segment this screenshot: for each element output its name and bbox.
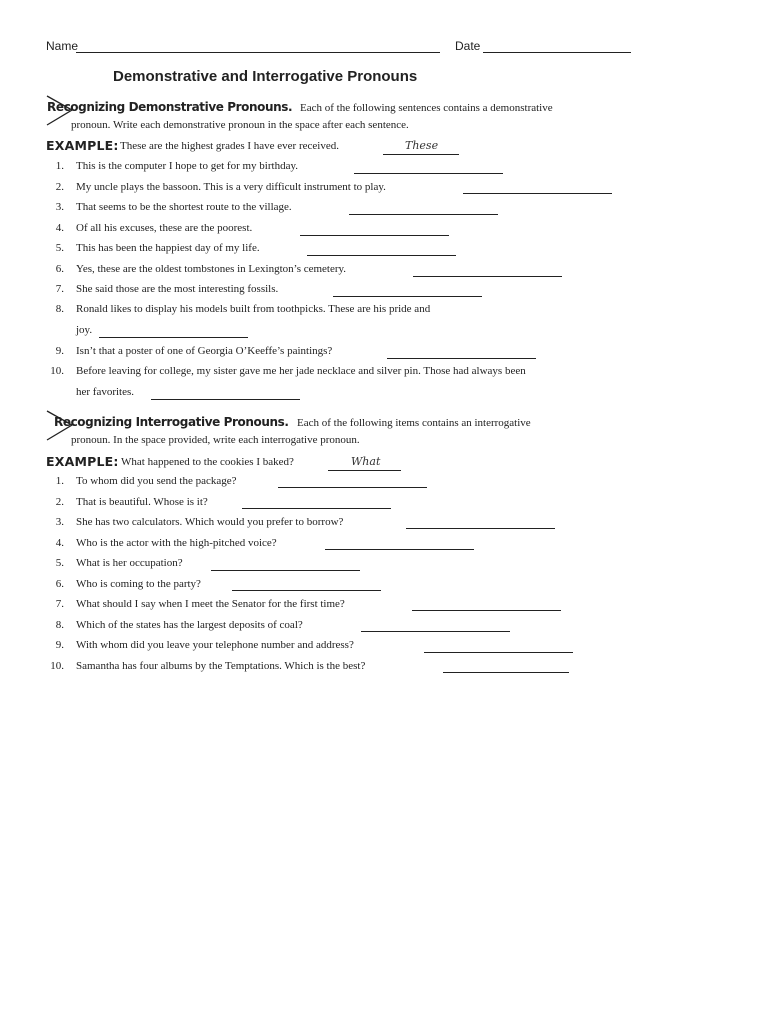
date-label: Date [455,39,481,53]
s2-item-4-text: Who is the actor with the high-pitched voice? [76,537,277,549]
section2-example-answer-line [328,470,401,471]
s2-item-5-number: 5. [55,557,64,569]
s1-item-6-number: 6. [55,263,64,275]
date-field[interactable] [483,52,631,53]
s1-item-2-text: My uncle plays the bassoon. This is a very difficult instrument to play. [76,181,386,193]
s1-item-3-number: 3. [55,201,64,213]
s1-item-9-text: Isn’t that a poster of one of Georgia O’Keeffe’s paintings? [76,345,333,357]
s2-item-8-answer-field[interactable] [361,631,510,632]
s1-item-5-answer-field[interactable] [307,255,456,256]
s2-item-4-answer-field[interactable] [325,549,474,550]
s1-item-4-number: 4. [55,222,64,234]
s2-item-1-number: 1. [55,475,64,487]
s1-item-5-text: This has been the happiest day of my life. [76,242,260,254]
s2-item-9-number: 9. [55,639,64,651]
section1-example-label: EXAMPLE: [46,138,119,153]
s2-item-10-number: 10. [50,660,64,672]
s1-item-6-answer-field[interactable] [413,276,562,277]
s2-item-3-number: 3. [55,516,64,528]
s1-item-4-answer-field[interactable] [300,235,449,236]
s1-item-1-text: This is the computer I hope to get for my birthday. [76,160,298,172]
s2-item-7-number: 7. [55,598,64,610]
section1-instruction-line2: pronoun. Write each demonstrative pronoun in the space after each sentence. [71,119,409,131]
s2-item-10-text: Samantha has four albums by the Temptations. Which is the best? [76,660,366,672]
section1-example-text: These are the highest grades I have ever received. [120,140,339,152]
s1-item-8-number: 8. [55,303,64,315]
s2-item-7-text: What should I say when I meet the Senator for the first time? [76,598,345,610]
s2-item-1-text: To whom did you send the package? [76,475,237,487]
section2-example-text: What happened to the cookies I baked? [121,456,294,468]
s1-item-2-answer-field[interactable] [463,193,612,194]
s2-item-6-text: Who is coming to the party? [76,578,201,590]
section2-example-label: EXAMPLE: [46,454,119,469]
s2-item-3-answer-field[interactable] [406,528,555,529]
s2-item-3-text: She has two calculators. Which would you prefer to borrow? [76,516,344,528]
s1-item-10-number: 10. [50,365,64,377]
s1-item-10-answer-field[interactable] [151,399,300,400]
s1-item-7-answer-field[interactable] [333,296,482,297]
s1-item-1-number: 1. [55,160,64,172]
s1-item-1-answer-field[interactable] [354,173,503,174]
s1-item-7-text: She said those are the most interesting fossils. [76,283,279,295]
name-field[interactable] [76,52,440,53]
s2-item-2-number: 2. [55,496,64,508]
s1-item-9-answer-field[interactable] [387,358,536,359]
s2-item-8-text: Which of the states has the largest deposits of coal? [76,619,303,631]
s1-item-7-number: 7. [55,283,64,295]
section1-heading: Recognizing Demonstrative Pronouns. [47,100,293,114]
s2-item-6-number: 6. [55,578,64,590]
s1-item-3-answer-field[interactable] [349,214,498,215]
name-label: Name [46,39,79,53]
s2-item-2-text: That is beautiful. Whose is it? [76,496,208,508]
s2-item-7-answer-field[interactable] [412,610,561,611]
s1-item-10-text-cont: her favorites. [76,386,135,398]
s1-item-6-text: Yes, these are the oldest tombstones in Lexington’s cemetery. [76,263,347,275]
s2-item-9-answer-field[interactable] [424,652,573,653]
s1-item-9-number: 9. [55,345,64,357]
section2-example-answer: What [351,455,381,468]
s2-item-1-answer-field[interactable] [278,487,427,488]
s1-item-3-text: That seems to be the shortest route to the village. [76,201,292,213]
s1-item-8-text: Ronald likes to display his models built from toothpicks. These are his pride and [76,303,431,315]
s2-item-8-number: 8. [55,619,64,631]
section1-example-answer-line [383,154,459,155]
s1-item-10-text: Before leaving for college, my sister gave me her jade necklace and silver pin. Those had always been [76,365,526,377]
section2-heading: Recognizing Interrogative Pronouns. [54,415,289,429]
section1-instruction-line1: Each of the following sentences contains a demonstrative [300,102,553,114]
s2-item-10-answer-field[interactable] [443,672,569,673]
s1-item-8-text-cont: joy. [76,324,93,336]
s2-item-4-number: 4. [55,537,64,549]
s1-item-2-number: 2. [55,181,64,193]
s2-item-9-text: With whom did you leave your telephone number and address? [76,639,354,651]
s2-item-5-answer-field[interactable] [211,570,360,571]
section2-instruction-line1: Each of the following items contains an interrogative [297,417,531,429]
s2-item-2-answer-field[interactable] [242,508,391,509]
section2-instruction-line2: pronoun. In the space provided, write each interrogative pronoun. [71,434,360,446]
s1-item-5-number: 5. [55,242,64,254]
s1-item-8-answer-field[interactable] [99,337,248,338]
section1-example-answer: These [405,139,439,152]
s2-item-6-answer-field[interactable] [232,590,381,591]
s1-item-4-text: Of all his excuses, these are the poorest. [76,222,253,234]
page-title: Demonstrative and Interrogative Pronouns [113,68,418,85]
s2-item-5-text: What is her occupation? [76,557,183,569]
